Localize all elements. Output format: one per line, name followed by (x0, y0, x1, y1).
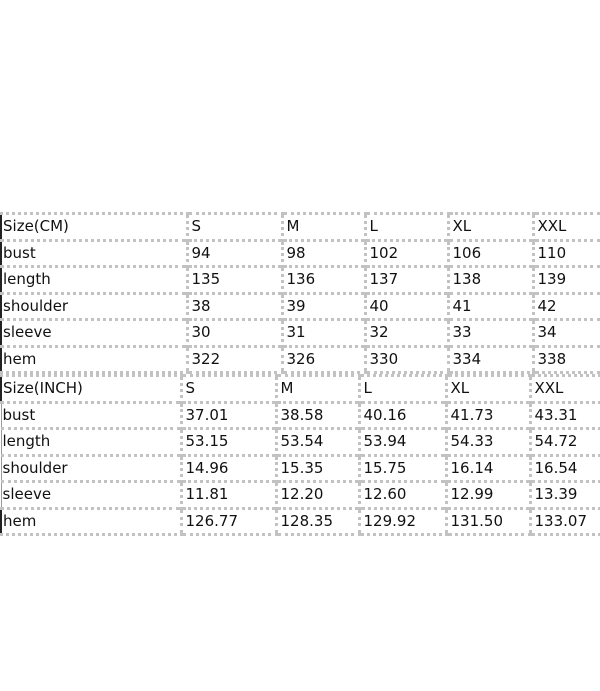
measurement-value: 42 (533, 293, 600, 320)
measurement-value: 14.96 (181, 455, 276, 482)
table-header-size: M (282, 214, 365, 241)
table-header-size: XXL (533, 214, 600, 241)
measurement-value: 31 (282, 320, 365, 347)
measurement-value: 133.07 (530, 508, 600, 535)
measurement-label: sleeve (1, 320, 187, 347)
measurement-value: 38 (187, 293, 282, 320)
measurement-value: 322 (187, 346, 282, 373)
measurement-value: 131.50 (446, 508, 530, 535)
measurement-value: 326 (282, 346, 365, 373)
measurement-label: hem (1, 508, 181, 535)
table-header-size: XXL (530, 376, 600, 403)
measurement-value: 12.20 (276, 482, 359, 509)
measurement-value: 106 (448, 240, 533, 267)
measurement-value: 43.31 (530, 402, 600, 429)
measurement-label: shoulder (1, 293, 187, 320)
measurement-value: 94 (187, 240, 282, 267)
size-table-inch (0, 374, 600, 536)
measurement-value: 39 (282, 293, 365, 320)
measurement-label: sleeve (1, 482, 181, 509)
table-row (1, 402, 600, 429)
size-table-cm (0, 212, 600, 374)
table-header-size: S (187, 214, 282, 241)
table-row (1, 267, 600, 294)
measurement-label: bust (1, 402, 181, 429)
measurement-value: 330 (365, 346, 448, 373)
measurement-label: hem (1, 346, 187, 373)
measurement-value: 13.39 (530, 482, 600, 509)
table-row (1, 482, 600, 509)
measurement-value: 54.72 (530, 429, 600, 456)
measurement-value: 33 (448, 320, 533, 347)
table-row (1, 346, 600, 373)
measurement-value: 128.35 (276, 508, 359, 535)
measurement-value: 12.60 (359, 482, 446, 509)
measurement-value: 137 (365, 267, 448, 294)
size-table-inch-body (1, 376, 600, 535)
measurement-value: 139 (533, 267, 600, 294)
measurement-value: 53.94 (359, 429, 446, 456)
measurement-value: 98 (282, 240, 365, 267)
table-header-size: XL (446, 376, 530, 403)
table-row (1, 240, 600, 267)
measurement-value: 41 (448, 293, 533, 320)
measurement-label: shoulder (1, 455, 181, 482)
measurement-value: 15.35 (276, 455, 359, 482)
measurement-value: 16.54 (530, 455, 600, 482)
measurement-value: 54.33 (446, 429, 530, 456)
table-row (1, 293, 600, 320)
measurement-value: 110 (533, 240, 600, 267)
table-row (1, 320, 600, 347)
measurement-value: 11.81 (181, 482, 276, 509)
measurement-value: 41.73 (446, 402, 530, 429)
table-header-size: M (276, 376, 359, 403)
measurement-value: 138 (448, 267, 533, 294)
measurement-value: 16.14 (446, 455, 530, 482)
measurement-value: 38.58 (276, 402, 359, 429)
measurement-value: 53.54 (276, 429, 359, 456)
table-row (1, 455, 600, 482)
table-row (1, 508, 600, 535)
measurement-value: 30 (187, 320, 282, 347)
measurement-value: 40 (365, 293, 448, 320)
table-header-size: S (181, 376, 276, 403)
table-header-label: Size(CM) (1, 214, 187, 241)
measurement-label: length (1, 429, 181, 456)
measurement-value: 334 (448, 346, 533, 373)
measurement-value: 102 (365, 240, 448, 267)
measurement-value: 37.01 (181, 402, 276, 429)
size-table-cm-body (1, 214, 600, 373)
size-chart (0, 212, 600, 536)
table-header-label: Size(INCH) (1, 376, 181, 403)
measurement-value: 136 (282, 267, 365, 294)
table-header-size: L (359, 376, 446, 403)
measurement-label: bust (1, 240, 187, 267)
measurement-value: 135 (187, 267, 282, 294)
table-header-size: L (365, 214, 448, 241)
measurement-value: 32 (365, 320, 448, 347)
measurement-value: 129.92 (359, 508, 446, 535)
measurement-value: 12.99 (446, 482, 530, 509)
table-header-row (1, 376, 600, 403)
measurement-value: 40.16 (359, 402, 446, 429)
measurement-label: length (1, 267, 187, 294)
table-header-size: XL (448, 214, 533, 241)
measurement-value: 338 (533, 346, 600, 373)
table-row (1, 429, 600, 456)
measurement-value: 53.15 (181, 429, 276, 456)
table-header-row (1, 214, 600, 241)
measurement-value: 126.77 (181, 508, 276, 535)
measurement-value: 15.75 (359, 455, 446, 482)
measurement-value: 34 (533, 320, 600, 347)
